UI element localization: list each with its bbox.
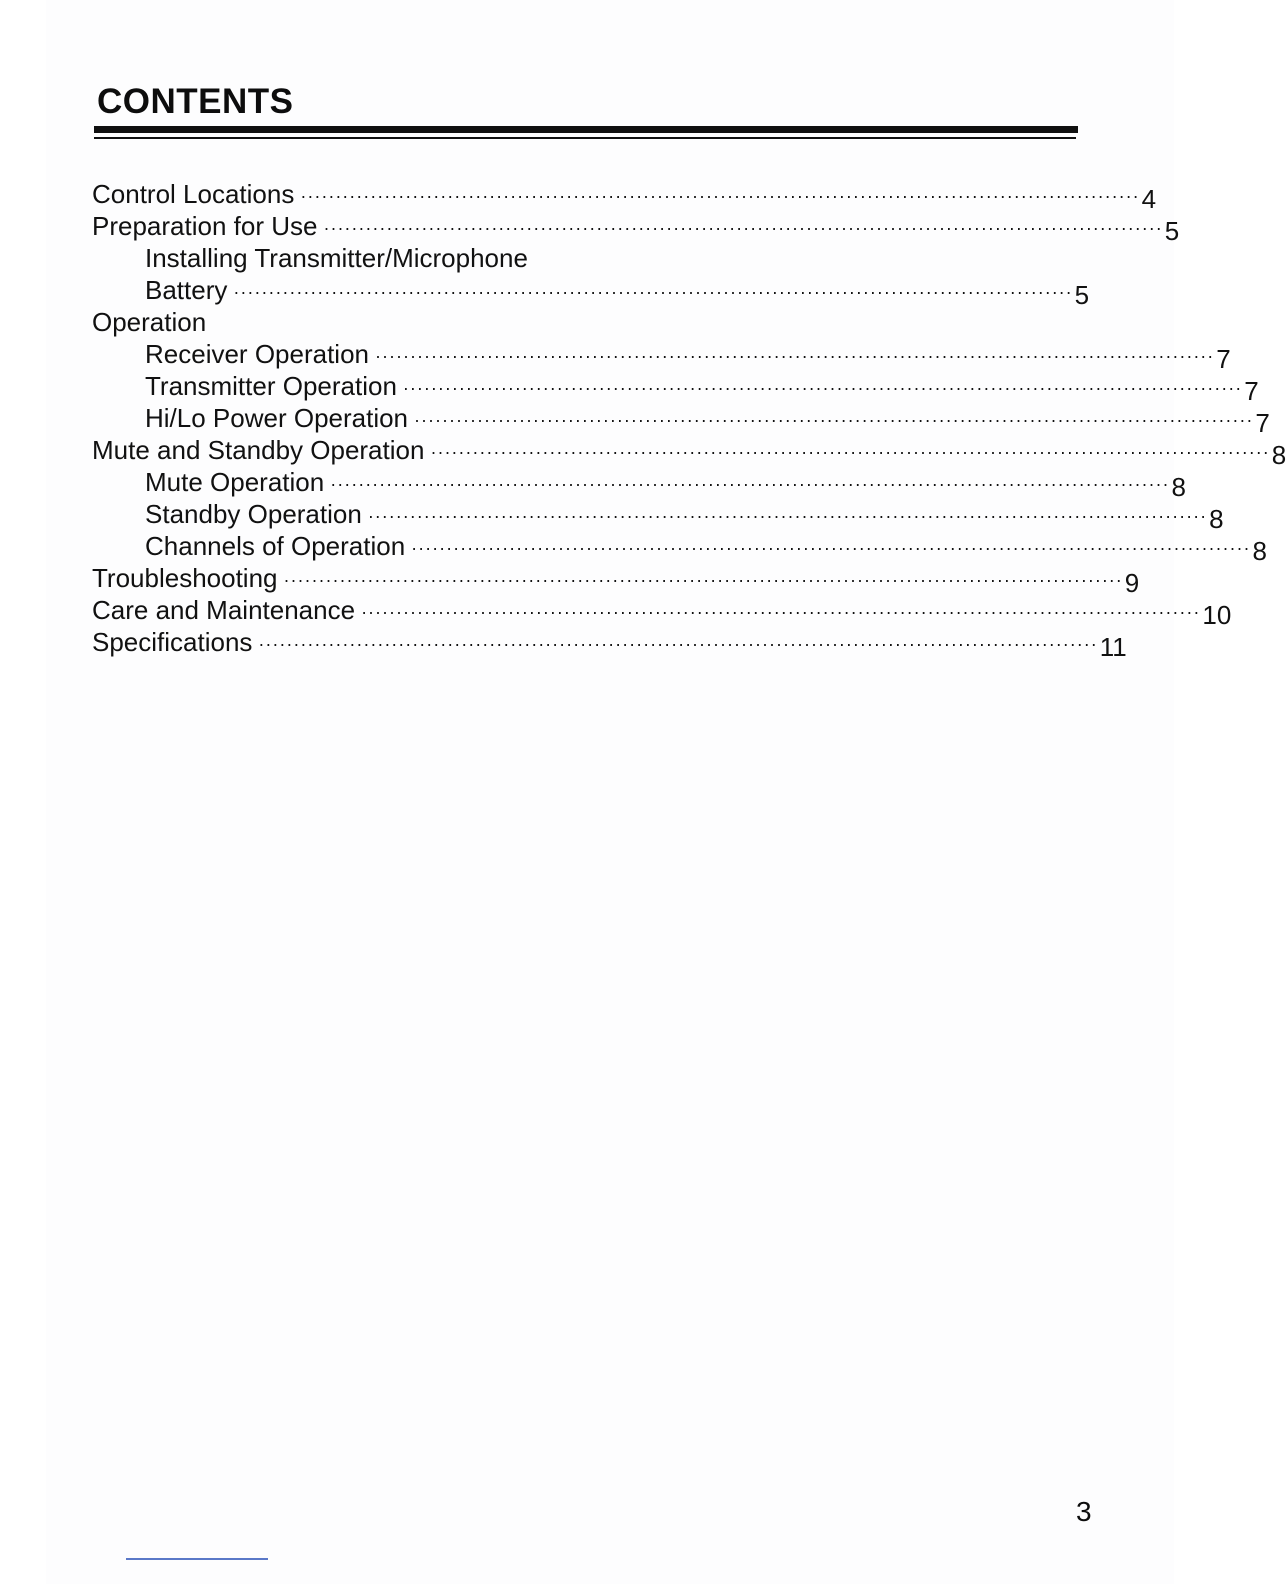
toc-leader: ························································································································ xyxy=(300,186,1140,206)
toc-entry[interactable] xyxy=(92,178,1157,214)
toc-entry-label: Control Locations xyxy=(92,179,295,209)
toc-entry-label: Preparation for Use xyxy=(92,211,318,241)
toc-leader: ························································································································ xyxy=(375,346,1215,366)
toc-entry-page: 8 xyxy=(1252,536,1267,566)
toc-entry-label: Operation xyxy=(92,307,207,337)
toc-leader: ························································································································ xyxy=(367,506,1208,526)
page-number: 3 xyxy=(1076,1496,1092,1527)
toc-entry-label: Care and Maintenance xyxy=(92,595,356,625)
toc-entry[interactable] xyxy=(92,594,1232,630)
toc-leader: ························································································································ xyxy=(258,634,1098,654)
toc-entry-page: 7 xyxy=(1244,376,1259,406)
toc-leader: ························································································································ xyxy=(414,410,1254,430)
title-rule-thick xyxy=(94,126,1078,133)
footer-line xyxy=(126,1558,268,1560)
toc-entry[interactable] xyxy=(92,210,1180,246)
toc-entry-label: Receiver Operation xyxy=(145,339,369,369)
page-title: CONTENTS xyxy=(97,82,294,121)
toc-subentry[interactable] xyxy=(92,370,1259,406)
toc-subentry[interactable] xyxy=(92,466,1186,502)
toc-leader: ························································································································ xyxy=(430,442,1270,462)
toc-entry-label: Standby Operation xyxy=(145,499,362,529)
toc-subentry[interactable] xyxy=(92,274,1090,310)
toc-leader: ························································································································ xyxy=(361,602,1201,622)
toc-entry-page: 4 xyxy=(1141,184,1157,214)
toc-entry-label: Installing Transmitter/Microphone xyxy=(145,243,528,273)
toc-entry-page: 8 xyxy=(1271,440,1286,470)
toc-leader: ························································································································ xyxy=(283,570,1123,590)
toc-entry[interactable] xyxy=(92,626,1127,662)
toc-subentry[interactable] xyxy=(92,498,1224,534)
toc-entry-page: 8 xyxy=(1209,504,1224,534)
toc-entry-page: 8 xyxy=(1171,472,1186,502)
toc-leader: ························································································································ xyxy=(330,474,1170,494)
title-rule-thin xyxy=(94,137,1076,139)
toc-entry-page: 5 xyxy=(1074,280,1090,310)
toc-entry-label: Channels of Operation xyxy=(145,531,406,561)
toc-entry-label: Specifications xyxy=(92,627,253,657)
table-of-contents xyxy=(92,178,1286,662)
toc-subentry xyxy=(92,242,544,274)
toc-entry[interactable] xyxy=(92,434,1286,470)
toc-subentry[interactable] xyxy=(92,402,1270,438)
toc-entry-page: 7 xyxy=(1255,408,1270,438)
toc-entry-label: Mute and Standby Operation xyxy=(92,435,425,465)
toc-entry-page: 5 xyxy=(1164,216,1180,246)
toc-entry-label: Battery xyxy=(145,275,228,305)
toc-leader: ························································································································ xyxy=(411,538,1251,558)
toc-entry-page: 10 xyxy=(1202,600,1232,630)
toc-entry-page: 9 xyxy=(1124,568,1140,598)
toc-leader: ························································································································ xyxy=(402,378,1243,398)
toc-entry[interactable] xyxy=(92,306,544,338)
toc-subentry[interactable] xyxy=(92,338,1231,374)
toc-subentry[interactable] xyxy=(92,530,1267,566)
toc-entry-label: Troubleshooting xyxy=(92,563,278,593)
toc-entry[interactable] xyxy=(92,562,1140,598)
toc-entry-label: Transmitter Operation xyxy=(145,371,397,401)
toc-entry-label: Hi/Lo Power Operation xyxy=(145,403,409,433)
toc-leader: ························································································································ xyxy=(323,218,1163,238)
toc-leader: ························································································································ xyxy=(233,282,1073,302)
toc-entry-label: Mute Operation xyxy=(145,467,325,497)
toc-entry-page: 11 xyxy=(1099,632,1127,662)
toc-entry-page: 7 xyxy=(1216,344,1231,374)
